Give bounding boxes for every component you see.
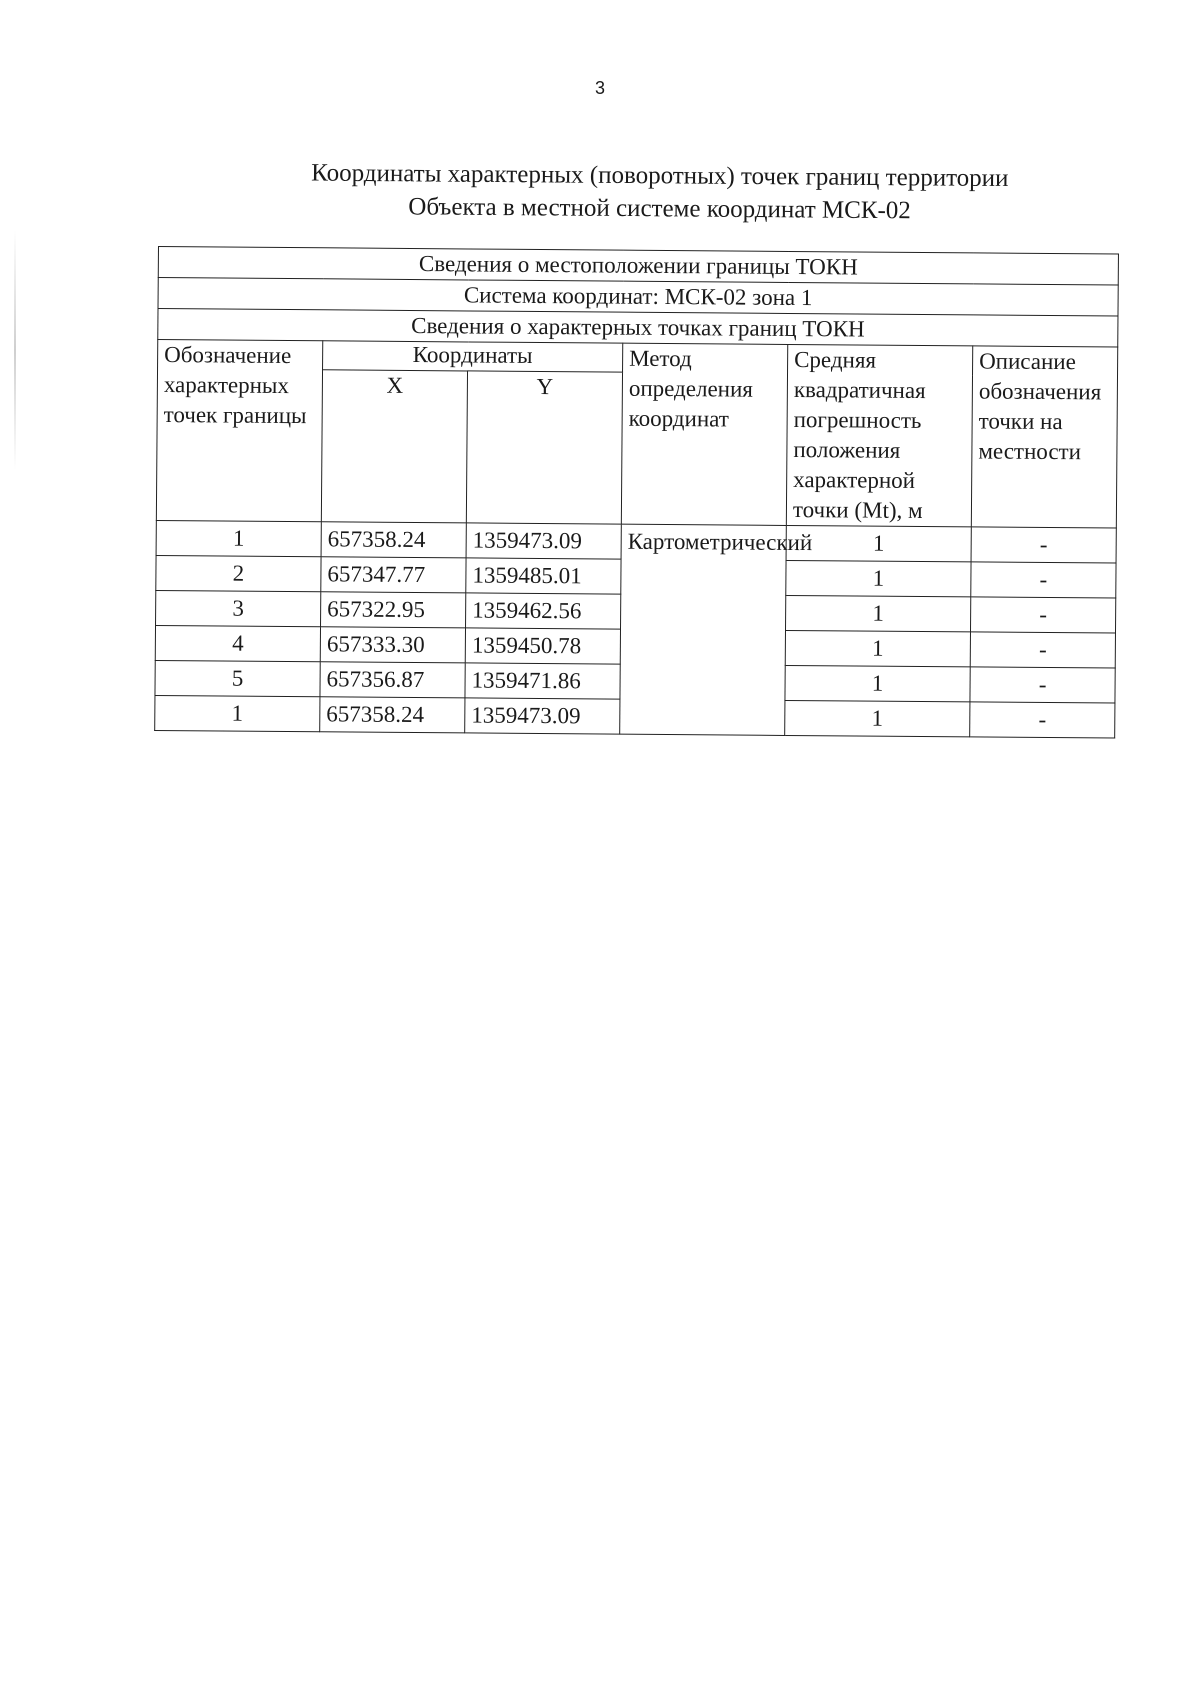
description-value: - [970, 597, 1115, 633]
column-header-x: X [321, 370, 467, 523]
point-number: 1 [156, 520, 321, 556]
error-value: 1 [785, 630, 970, 666]
scan-edge-shadow [14, 230, 16, 470]
column-header-coordinates: Координаты [323, 341, 623, 372]
point-number: 3 [156, 590, 321, 626]
point-number: 4 [155, 625, 320, 661]
point-number: 1 [155, 695, 320, 731]
x-coordinate: 657322.95 [321, 592, 466, 628]
point-number: 5 [155, 660, 320, 696]
column-header-method: Метод определения координат [621, 343, 787, 525]
error-value: 1 [785, 665, 970, 701]
y-coordinate: 1359485.01 [466, 558, 621, 594]
description-value: - [971, 562, 1116, 598]
title-line-2: Объекта в местной системе координат МСК-02 [408, 193, 911, 225]
coordinates-table [154, 246, 1119, 739]
column-header-point: Обозначение характерных точек границы [156, 340, 322, 522]
y-coordinate: 1359471.86 [465, 663, 620, 699]
page-number: 3 [594, 78, 605, 98]
error-value: 1 [786, 595, 971, 631]
x-coordinate: 657356.87 [320, 662, 465, 698]
x-coordinate: 657333.30 [320, 627, 465, 663]
x-coordinate: 657358.24 [321, 522, 466, 558]
y-coordinate: 1359450.78 [465, 628, 620, 664]
y-coordinate: 1359462.56 [466, 593, 621, 629]
header-coordinate-system: Система координат: МСК-02 зона 1 [158, 278, 1118, 317]
coordinates-table-wrapper [154, 246, 1118, 739]
description-value: - [971, 527, 1116, 563]
description-value: - [970, 702, 1115, 738]
error-value: 1 [786, 560, 971, 596]
description-value: - [970, 632, 1115, 668]
document-title [239, 156, 1079, 229]
y-coordinate: 1359473.09 [466, 523, 621, 559]
column-header-y: Y [466, 371, 622, 524]
x-coordinate: 657358.24 [320, 697, 465, 733]
description-value: - [970, 667, 1115, 703]
column-header-description: Описание обозначения точки на местности [971, 346, 1117, 528]
method-value: Картометрический [620, 524, 787, 735]
y-coordinate: 1359473.09 [465, 698, 620, 734]
x-coordinate: 657347.77 [321, 557, 466, 593]
title-line-1: Координаты характерных (поворотных) точек границ территории [311, 159, 1009, 193]
column-header-row [158, 340, 1118, 377]
point-number: 2 [156, 555, 321, 591]
error-value: 1 [785, 700, 970, 736]
error-value: 1 [786, 525, 971, 561]
header-location: Сведения о местоположении границы ТОКН [158, 247, 1118, 286]
header-characteristic-points: Сведения о характерных точках границ ТОКН [158, 309, 1118, 348]
column-header-error: Средняя квадратичная погрешность положения характерной точки (Mt), м [786, 344, 972, 526]
